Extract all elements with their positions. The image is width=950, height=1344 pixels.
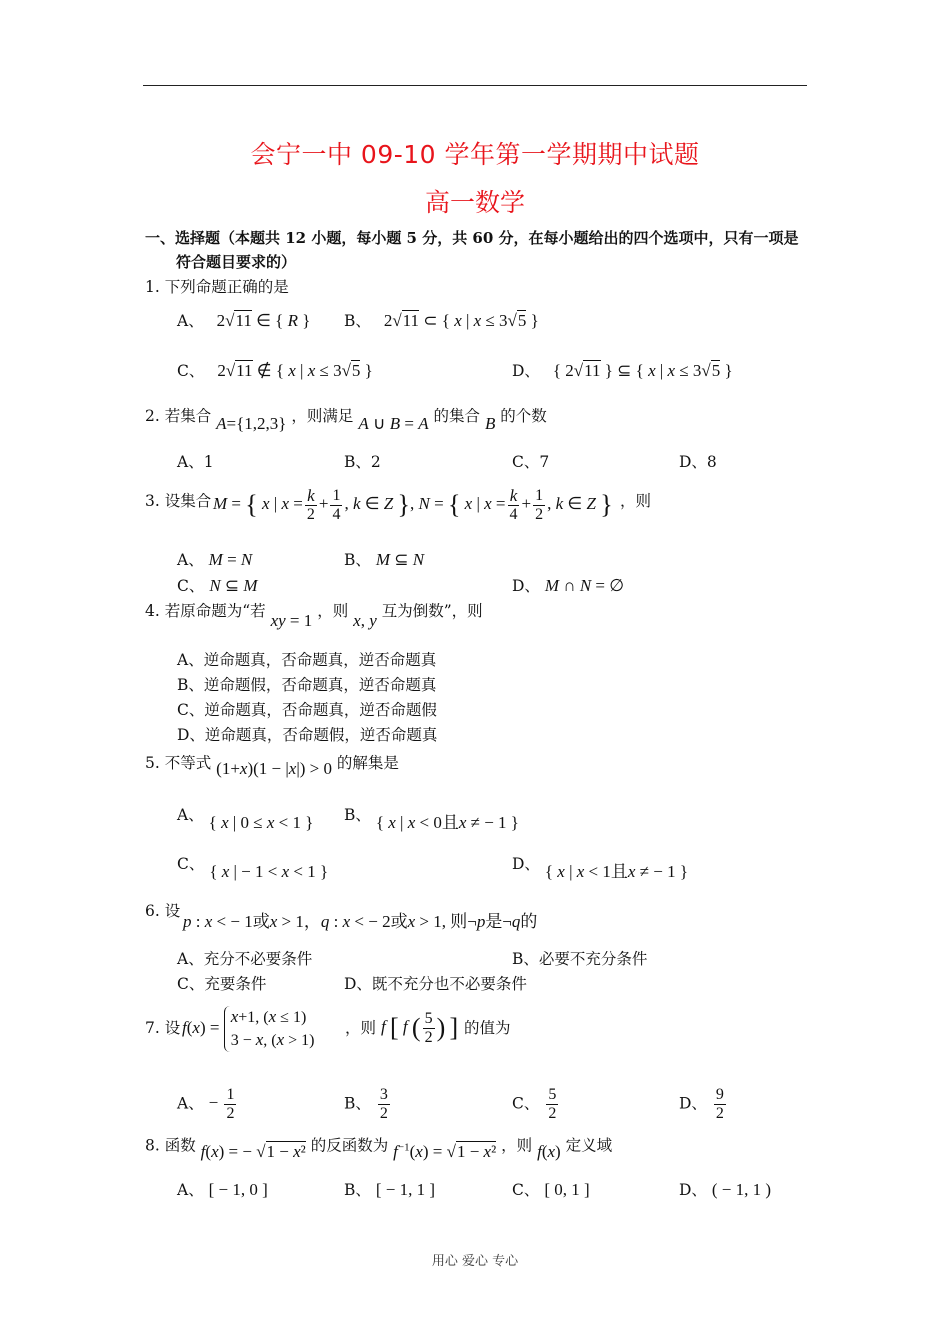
q1-option-a: A、 2√11 ∈ { R } xyxy=(177,311,311,330)
q1-stem: 1. 下列命题正确的是 xyxy=(145,278,289,296)
page-footer: 用心 爱心 专心 xyxy=(431,1254,519,1269)
q3-option-a: A、 M = N xyxy=(177,550,253,569)
q7-stem-mid: ，则 xyxy=(345,1019,377,1037)
q7-option-d: D、 $\frac{9}{2}$ xyxy=(679,1086,724,1122)
q4-option-b: B、逆命题假，否命题真，逆否命题真 xyxy=(177,676,437,694)
q5-option-a: A、 { x | 0 ≤ x < 1 } xyxy=(177,806,314,832)
q8-option-b: B、 [ − 1, 1 ] xyxy=(344,1180,435,1199)
exam-subtitle: 高一数学 xyxy=(424,188,525,217)
section-heading-cont: 符合题目要求的） xyxy=(176,253,297,271)
q2-option-c: C、7 xyxy=(512,453,550,471)
exam-title: 会宁一中 09-10 学年第一学期期中试题 xyxy=(250,140,700,169)
q2-option-d: D、8 xyxy=(679,453,717,471)
q5-option-d: D、 { x | x < 1且x ≠ − 1 } xyxy=(512,855,689,881)
q4-option-c: C、逆命题真，否命题真，逆否命题假 xyxy=(177,701,437,719)
q1-option-b: B、 2√11 ⊂ { x | x ≤ 3√5 } xyxy=(344,311,539,330)
q3-formula: M = { x | x = $\frac{k}{2}$ + $\frac{1}{4}$ , k ∈ Z }, N = { x | x = $\frac{k}{4}$ + $\frac{1}{2}$ , k ∈ Z } xyxy=(213,486,613,523)
q3-stem: 3. 设集合 xyxy=(145,492,212,510)
q1-option-d: D、 { 2√11 } ⊆ { x | x ≤ 3√5 } xyxy=(512,361,733,380)
q7-stem-post: 的值为 xyxy=(464,1019,511,1037)
q6-stem: 6. 设 xyxy=(145,902,181,920)
q7-formula: f(x) = x+1, (x ≤ 1) 3 − x, (x > 1) xyxy=(182,1006,315,1052)
q2-option-b: B、2 xyxy=(344,453,381,471)
header-rule xyxy=(143,85,807,86)
q6-option-c: C、充要条件 xyxy=(177,975,267,993)
q8-option-a: A、 [ − 1, 0 ] xyxy=(177,1180,268,1199)
q7-option-c: C、 $\frac{5}{2}$ xyxy=(512,1086,557,1122)
q1-option-c: C、 2√11 ∉ { x | x ≤ 3√5 } xyxy=(177,361,373,380)
q6-option-a: A、充分不必要条件 xyxy=(177,950,313,968)
q7-stem-pre: 7. 设 xyxy=(145,1019,181,1037)
q6-option-d: D、既不充分也不必要条件 xyxy=(344,975,527,993)
section-heading: 一、选择题（本题共 12 小题，每小题 5 分，共 60 分，在每小题给出的四个选项中，只有一项是 xyxy=(145,229,799,247)
q8-option-c: C、 [ 0, 1 ] xyxy=(512,1180,590,1199)
q7-expression: f [ f ( $\frac{5}{2}$ ) ] xyxy=(381,1010,459,1046)
q7-option-a: A、 − $\frac{1}{2}$ xyxy=(177,1086,235,1122)
q5-stem: 5. 不等式 (1+x)(1 − |x|) > 0 的解集是 xyxy=(145,754,399,778)
q3-option-c: C、 N ⊆ M xyxy=(177,576,258,595)
q7-option-b: B、 $\frac{3}{2}$ xyxy=(344,1086,388,1122)
q6-option-b: B、必要不充分条件 xyxy=(512,950,648,968)
q4-stem: 4. 若原命题为“若 xy = 1 ，则 x, y 互为倒数”，则 xyxy=(145,602,483,630)
q2-option-a: A、1 xyxy=(177,453,214,471)
q5-option-c: C、 { x | − 1 < x < 1 } xyxy=(177,855,329,881)
q3-option-d: D、 M ∩ N = ∅ xyxy=(512,576,625,595)
q5-option-b: B、 { x | x < 0且x ≠ − 1 } xyxy=(344,806,519,832)
q6-formula: p : x < − 1或x > 1，q : x < − 2或x > 1, 则¬p是¬q的 xyxy=(183,912,538,931)
q2-stem: 2. 若集合 A={1,2,3} ，则满足 A ∪ B = A 的集合 B 的个数 xyxy=(145,407,547,433)
q4-option-d: D、逆命题真，否命题假，逆否命题真 xyxy=(177,726,438,744)
q3-option-b: B、 M ⊆ N xyxy=(344,550,425,569)
q4-option-a: A、逆命题真，否命题真，逆否命题真 xyxy=(177,651,437,669)
q3-stem-end: ，则 xyxy=(620,492,652,510)
q8-stem: 8. 函数 f(x) = − √1 − x² 的反函数为 $f^{-1}(x) = √1 - x^2$ ，则 f(x) 定义域 xyxy=(145,1136,613,1161)
q8-option-d: D、 ( − 1, 1 ) xyxy=(679,1180,772,1199)
